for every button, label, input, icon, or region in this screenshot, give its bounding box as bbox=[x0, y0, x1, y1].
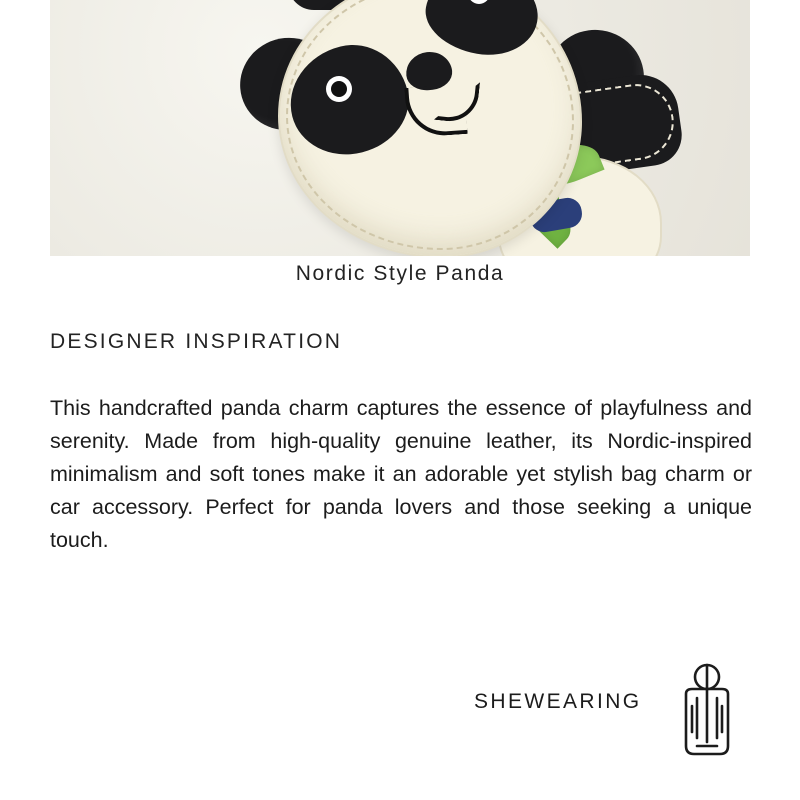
description-paragraph: This handcrafted panda charm captures the essence of playfulness and serenity. Made from high-quality genuine leather, its Nordic-inspired minimalism and soft tones make it an adorable yet stylish bag charm or car accessory. Perfect for panda lovers and those seeking a unique touch. bbox=[50, 396, 752, 552]
product-image bbox=[50, 0, 750, 256]
panda-eye-left bbox=[326, 76, 352, 102]
panda-charm-illustration bbox=[230, 0, 650, 256]
shewearing-monogram-icon bbox=[666, 660, 748, 756]
brand-name: SHEWEARING bbox=[474, 690, 642, 713]
product-caption: Nordic Style Panda bbox=[295, 262, 505, 285]
section-heading-designer-inspiration: DESIGNER INSPIRATION bbox=[50, 330, 343, 353]
description-block bbox=[50, 392, 752, 557]
